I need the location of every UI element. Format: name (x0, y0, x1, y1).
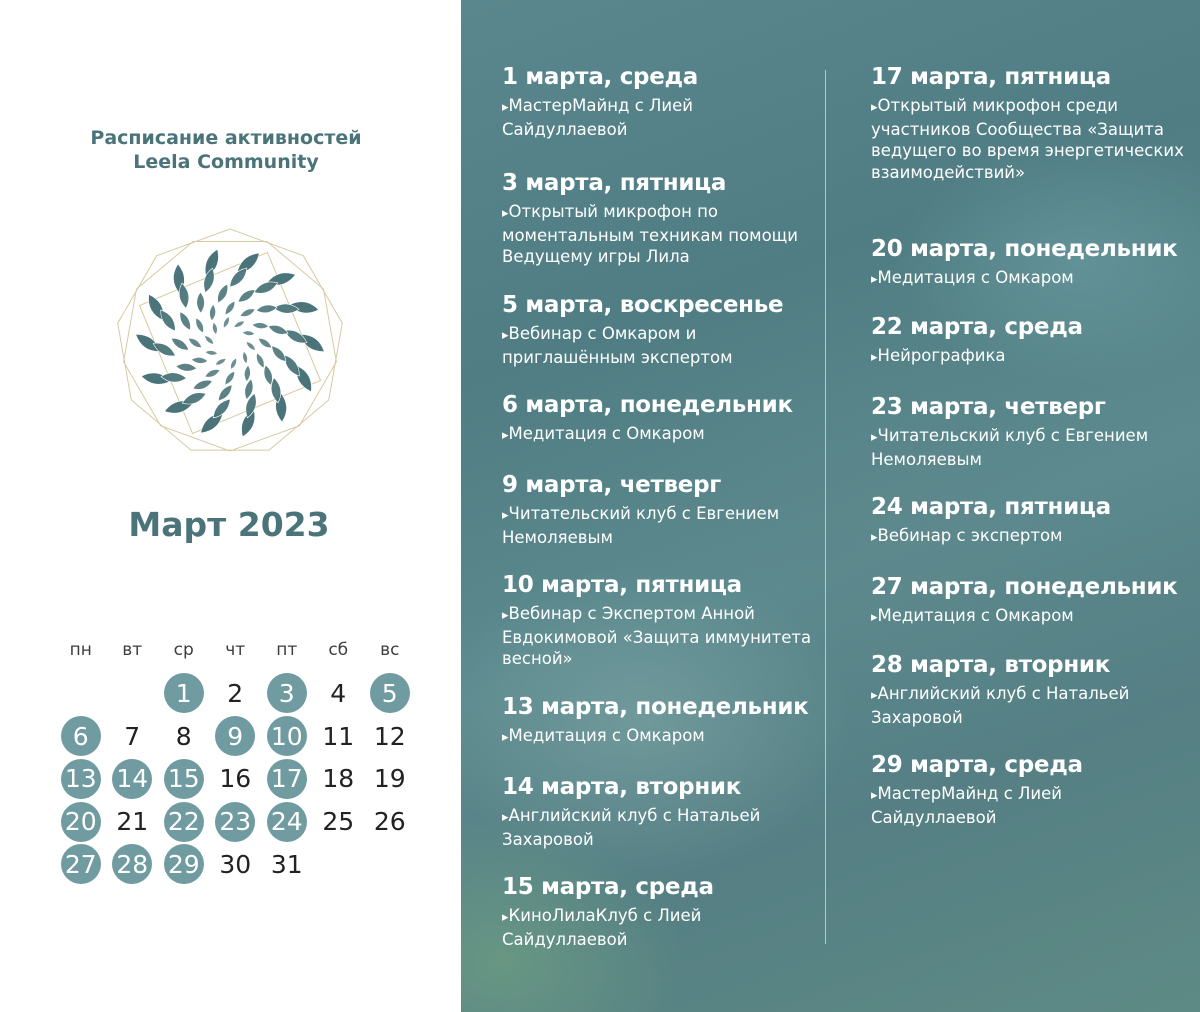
schedule-event: ▸ Читательский клуб с Евгением Немоляевым (502, 503, 822, 548)
calendar-day-number: 28 (112, 844, 152, 884)
schedule-date: 5 марта, воскресенье (502, 292, 784, 318)
calendar-day-number: 23 (215, 802, 255, 842)
calendar-day-event (158, 758, 210, 801)
calendar-day-event (55, 758, 107, 801)
schedule-entry (502, 62, 822, 140)
schedule-date: 29 марта, среда (871, 752, 1083, 778)
calendar-day (107, 800, 159, 843)
calendar-day-number: 15 (164, 759, 204, 799)
schedule-date: 9 марта, четверг (502, 472, 721, 498)
schedule-event: ▸ Вебинар с Экспертом Анной Евдокимовой «Защита иммунитета весной» (502, 603, 822, 670)
schedule-date: 24 марта, пятница (871, 494, 1111, 520)
logo-leaf (252, 322, 269, 330)
schedule-event: ▸ Медитация с Омкаром (871, 267, 1191, 291)
calendar-day-number: 17 (267, 759, 307, 799)
schedule-event: ▸ Читательский клуб с Евгением Немоляевым (871, 425, 1191, 470)
calendar-day (364, 800, 416, 843)
schedule-event: ▸ Открытый микрофон среди участников Сообщества «Защита ведущего во время энергетических взаимодействий» (871, 95, 1191, 183)
calendar-day-number: 16 (219, 764, 252, 794)
schedule-event: ▸ Английский клуб с Натальей Захаровой (502, 805, 822, 850)
weekday-label: ср (173, 640, 194, 660)
schedule-entry (502, 168, 822, 268)
logo-leaf (257, 336, 274, 350)
calendar-day-number: 24 (267, 802, 307, 842)
calendar-day-number: 10 (267, 716, 307, 756)
calendar-day (364, 758, 416, 801)
schedule-date: 1 марта, среда (502, 64, 698, 90)
weekday-label: сб (328, 640, 349, 660)
calendar-day-number: 26 (373, 807, 406, 837)
schedule-event: ▸ Медитация с Омкаром (871, 605, 1191, 629)
schedule-date: 13 марта, понедельник (502, 694, 809, 720)
schedule-event: ▸ Медитация с Омкаром (502, 423, 822, 447)
logo-leaf (211, 322, 218, 335)
day-grid (55, 672, 415, 886)
logo-leaf (267, 323, 289, 337)
schedule-entry (871, 312, 1191, 369)
logo-leaf (256, 304, 278, 315)
calendar-day-number: 12 (373, 721, 406, 751)
schedule-event: ▸ Нейрографика (871, 345, 1191, 369)
calendar-day-event (158, 843, 210, 886)
schedule-event: ▸ Открытый микрофон по моментальным техникам помощи Ведущему игры Лила (502, 201, 822, 268)
logo-center (221, 334, 239, 352)
calendar-empty-cell (107, 672, 159, 715)
logo-leaf (239, 306, 257, 318)
logo-leaf (222, 316, 232, 329)
logo-leaf (215, 282, 231, 304)
calendar-day-number: 8 (175, 721, 192, 751)
month-title: Март 2023 (128, 505, 330, 544)
column-divider (825, 70, 826, 944)
calendar-day (210, 672, 262, 715)
schedule-event: ▸ МастерМайнд с Лией Сайдуллаевой (871, 783, 1191, 828)
logo-leaf (203, 334, 215, 346)
calendar-day-event (261, 715, 313, 758)
calendar-day-number: 29 (164, 844, 204, 884)
logo-leaf (223, 370, 237, 387)
calendar-day (107, 715, 159, 758)
calendar-day-number: 9 (215, 716, 255, 756)
calendar-day-event (261, 800, 313, 843)
weekday-label: пт (276, 640, 298, 660)
logo-leaf (215, 382, 234, 403)
schedule-date: 27 марта, понедельник (871, 574, 1178, 600)
calendar-day-event (158, 800, 210, 843)
logo-leaf (242, 351, 249, 364)
calendar-panel (0, 0, 461, 1012)
schedule-date: 17 марта, пятница (871, 64, 1111, 90)
schedule-entry (502, 290, 822, 368)
calendar-day-number: 4 (330, 678, 347, 708)
logo-leaf (175, 362, 197, 372)
schedule-event: ▸ Английский клуб с Натальей Захаровой (871, 683, 1191, 728)
calendar-day (313, 715, 365, 758)
calendar-day-event (210, 800, 262, 843)
logo-leaf (193, 317, 205, 335)
calendar-day-event (158, 672, 210, 715)
schedule-entry (871, 492, 1191, 549)
calendar-day (261, 843, 313, 886)
calendar-day (313, 758, 365, 801)
schedule-entry (502, 470, 822, 548)
calendar-day-event (261, 672, 313, 715)
calendar-day-event (261, 758, 313, 801)
logo-leaf (205, 350, 218, 356)
schedule-panel (461, 0, 1200, 1012)
schedule-entry (871, 650, 1191, 728)
schedule-entry (871, 750, 1191, 828)
calendar-day-event (107, 758, 159, 801)
schedule-date: 15 марта, среда (502, 874, 714, 900)
schedule-event: ▸ Вебинар с экспертом (871, 525, 1191, 549)
schedule-date: 6 марта, понедельник (502, 392, 793, 418)
schedule-entry (502, 570, 822, 670)
page-title (0, 126, 452, 174)
calendar-day-number: 31 (270, 849, 303, 879)
logo-leaf (242, 330, 255, 336)
schedule-entry (502, 390, 822, 447)
schedule-entry (502, 692, 822, 749)
schedule-entry (502, 772, 822, 850)
calendar-day-number: 13 (61, 759, 101, 799)
calendar-day-number: 25 (322, 807, 355, 837)
logo-leaf (233, 319, 246, 329)
schedule-event: ▸ КиноЛилаКлуб с Лией Сайдуллаевой (502, 905, 822, 950)
logo-leaf (214, 357, 227, 367)
logo-leaf (177, 310, 194, 332)
logo-leaf (229, 357, 239, 370)
calendar-day-event (107, 843, 159, 886)
calendar-day-event (55, 715, 107, 758)
schedule-date: 10 марта, пятница (502, 572, 742, 598)
schedule-date: 28 марта, вторник (871, 652, 1111, 678)
calendar-day-number: 1 (164, 673, 204, 713)
calendar-day-number: 22 (164, 802, 204, 842)
logo-leaf (187, 336, 204, 350)
logo-leaf (245, 340, 257, 352)
calendar-day (158, 715, 210, 758)
calendar-day-number: 2 (227, 678, 244, 708)
schedule-date: 22 марта, среда (871, 314, 1083, 340)
schedule-date: 3 марта, пятница (502, 170, 727, 196)
logo-leaf (223, 300, 237, 317)
schedule-event: ▸ МастерМайнд с Лией Сайдуллаевой (502, 95, 822, 140)
calendar-day (313, 672, 365, 715)
calendar-day-event (55, 800, 107, 843)
logo-leaf (209, 304, 217, 321)
calendar-day-number: 6 (61, 716, 101, 756)
calendar-day-number: 7 (124, 721, 141, 751)
schedule-date: 23 марта, четверг (871, 394, 1106, 420)
calendar-day-number: 30 (219, 849, 252, 879)
schedule-entry (502, 872, 822, 950)
calendar-day-number: 14 (112, 759, 152, 799)
logo-leaf (236, 287, 258, 306)
calendar-day-number: 19 (373, 764, 406, 794)
logo-leaf (244, 365, 252, 382)
calendar-day-event (364, 672, 416, 715)
weekday-header (55, 640, 415, 664)
calendar-day-number: 3 (267, 673, 307, 713)
calendar-day-number: 18 (322, 764, 355, 794)
calendar-day-number: 21 (116, 807, 149, 837)
mandala-leaf-icon (112, 225, 348, 461)
weekday-label: вс (380, 640, 400, 660)
weekday-label: пн (69, 640, 92, 660)
schedule-date: 20 марта, понедельник (871, 236, 1178, 262)
schedule-entry (871, 392, 1191, 470)
schedule-date: 14 марта, вторник (502, 774, 742, 800)
calendar-day (364, 715, 416, 758)
calendar-day-number: 5 (370, 673, 410, 713)
schedule-event: ▸ Вебинар с Омкаром и приглашённым экспертом (502, 323, 822, 368)
title-line-2: Leela Community (133, 151, 319, 173)
calendar-day (210, 843, 262, 886)
calendar-day (210, 758, 262, 801)
calendar-day-event (210, 715, 262, 758)
calendar-day-number: 20 (61, 802, 101, 842)
title-line-1: Расписание активностей (90, 127, 362, 149)
logo-leaf (191, 377, 213, 392)
weekday-label: вт (122, 640, 143, 660)
calendar-day-number: 11 (322, 721, 355, 751)
calendar-day-event (55, 843, 107, 886)
schedule-entry (871, 62, 1191, 183)
logo-leaf (269, 343, 289, 364)
schedule-entry (871, 234, 1191, 291)
month-calendar (55, 640, 415, 886)
calendar-empty-cell (55, 672, 107, 715)
schedule-event: ▸ Медитация с Омкаром (502, 725, 822, 749)
logo-leaf (191, 357, 208, 365)
calendar-day-number: 27 (61, 844, 101, 884)
schedule-entry (871, 572, 1191, 629)
weekday-label: чт (225, 640, 246, 660)
logo-leaf (197, 292, 205, 313)
logo-leaf (204, 367, 222, 379)
calendar-day (313, 800, 365, 843)
